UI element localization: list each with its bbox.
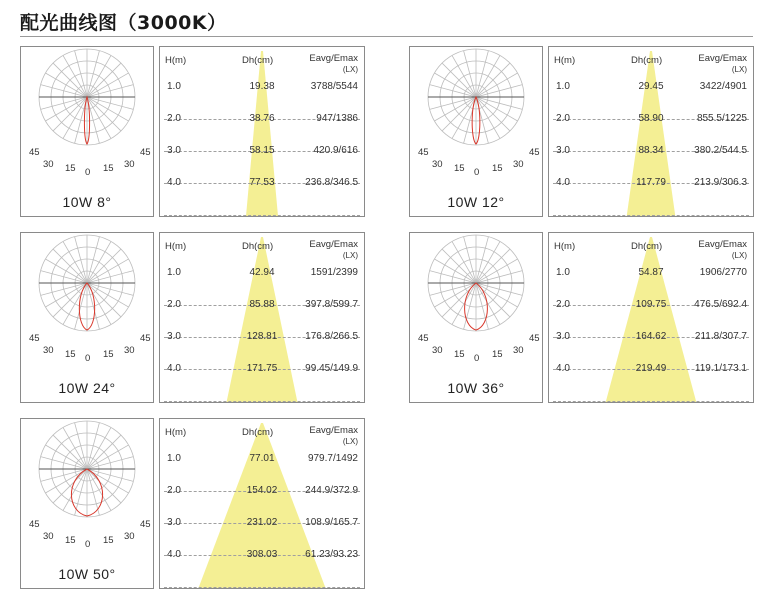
row-divider — [553, 401, 749, 402]
polar-tick-label: 30 — [432, 159, 443, 170]
height-value: 4.0 — [167, 363, 181, 374]
diameter-value: 29.45 — [638, 81, 664, 92]
polar-tick-label: 0 — [85, 167, 91, 178]
header-unit: (LX) — [342, 437, 358, 446]
illuminance-value: 947/1386 — [316, 113, 358, 124]
beam-cone-svg — [160, 419, 364, 588]
diameter-value: 54.87 — [638, 267, 664, 278]
diameter-value: 128.81 — [246, 331, 278, 342]
diameter-value: 171.75 — [246, 363, 278, 374]
header-dh: Dh(cm) — [242, 55, 274, 66]
header-dh: Dh(cm) — [631, 241, 663, 252]
row-divider — [164, 215, 360, 216]
polar-tick-label: 30 — [513, 159, 524, 170]
diameter-value: 77.01 — [249, 453, 275, 464]
polar-tick-label: 45 — [29, 333, 40, 344]
polar-tick-label: 15 — [65, 535, 76, 546]
diameter-value: 231.02 — [246, 517, 278, 528]
header-eavg-emax: Eavg/Emax — [309, 53, 358, 64]
beam-label: 10W 12° — [447, 194, 505, 210]
illuminance-value: 61.23/93.23 — [305, 549, 358, 560]
beam-cone-svg — [549, 233, 753, 402]
polar-tick-label: 30 — [432, 345, 443, 356]
chart-block — [20, 46, 365, 217]
height-value: 4.0 — [556, 177, 570, 188]
diameter-value: 85.88 — [249, 299, 275, 310]
height-value: 2.0 — [167, 299, 181, 310]
title-divider — [20, 36, 753, 37]
illuminance-value: 476.5/692.4 — [694, 299, 747, 310]
polar-grid — [410, 233, 542, 402]
diameter-value: 38.76 — [249, 113, 275, 124]
chart-block — [409, 232, 754, 403]
height-value: 2.0 — [556, 113, 570, 124]
diameter-value: 219.49 — [635, 363, 667, 374]
polar-tick-label: 45 — [418, 333, 429, 344]
polar-tick-label: 0 — [474, 353, 480, 364]
illuminance-table — [159, 46, 365, 217]
header-unit: (LX) — [731, 251, 747, 260]
height-value: 1.0 — [556, 81, 570, 92]
polar-grid — [21, 233, 153, 402]
header-h: H(m) — [165, 427, 187, 438]
illuminance-value: 244.9/372.9 — [305, 485, 358, 496]
illuminance-value: 420.9/616 — [313, 145, 358, 156]
row-divider — [164, 401, 360, 402]
diameter-value: 164.62 — [635, 331, 667, 342]
header-dh: Dh(cm) — [242, 427, 274, 438]
height-value: 3.0 — [556, 145, 570, 156]
polar-tick-label: 45 — [29, 519, 40, 530]
beam-cone-svg — [160, 233, 364, 402]
height-value: 4.0 — [556, 363, 570, 374]
height-value: 1.0 — [167, 81, 181, 92]
height-value: 3.0 — [556, 331, 570, 342]
polar-tick-label: 15 — [492, 163, 503, 174]
beam-cone — [246, 51, 278, 216]
header-h: H(m) — [554, 55, 576, 66]
header-h: H(m) — [554, 241, 576, 252]
polar-tick-label: 30 — [124, 345, 135, 356]
polar-tick-label: 30 — [43, 531, 54, 542]
height-value: 4.0 — [167, 549, 181, 560]
polar-diagram — [20, 232, 154, 403]
polar-tick-label: 15 — [103, 535, 114, 546]
chart-block — [20, 418, 365, 589]
polar-tick-label: 45 — [418, 147, 429, 158]
beam-label: 10W 36° — [447, 380, 505, 396]
polar-grid — [21, 419, 153, 588]
illuminance-value: 213.9/306.3 — [694, 177, 747, 188]
header-h: H(m) — [165, 241, 187, 252]
polar-tick-label: 30 — [43, 345, 54, 356]
chart-block — [409, 46, 754, 217]
polar-tick-label: 45 — [529, 147, 540, 158]
polar-tick-label: 15 — [65, 349, 76, 360]
polar-tick-label: 15 — [492, 349, 503, 360]
header-eavg-emax: Eavg/Emax — [309, 239, 358, 250]
beam-cone — [198, 423, 325, 588]
diameter-value: 154.02 — [246, 485, 278, 496]
illuminance-table — [159, 418, 365, 589]
header-dh: Dh(cm) — [242, 241, 274, 252]
header-h: H(m) — [165, 55, 187, 66]
illuminance-value: 1906/2770 — [699, 267, 747, 278]
polar-diagram — [20, 418, 154, 589]
polar-tick-label: 45 — [29, 147, 40, 158]
height-value: 1.0 — [167, 267, 181, 278]
illuminance-table — [159, 232, 365, 403]
beam-label: 10W 50° — [58, 566, 116, 582]
beam-label: 10W 8° — [62, 194, 112, 210]
beam-cone — [227, 237, 298, 402]
height-value: 3.0 — [167, 331, 181, 342]
illuminance-value: 380.2/544.5 — [694, 145, 747, 156]
illuminance-value: 979.7/1492 — [307, 453, 358, 464]
header-unit: (LX) — [342, 65, 358, 74]
polar-tick-label: 45 — [529, 333, 540, 344]
row-divider — [164, 587, 360, 588]
illuminance-value: 855.5/1225 — [696, 113, 747, 124]
beam-cone-svg — [549, 47, 753, 216]
polar-tick-label: 15 — [454, 349, 465, 360]
polar-tick-label: 45 — [140, 333, 151, 344]
diameter-value: 88.34 — [638, 145, 664, 156]
diameter-value: 109.75 — [635, 299, 667, 310]
polar-diagram — [409, 46, 543, 217]
height-value: 2.0 — [167, 113, 181, 124]
diameter-value: 77.53 — [249, 177, 275, 188]
polar-tick-label: 0 — [85, 539, 91, 550]
height-value: 3.0 — [167, 517, 181, 528]
chart-block — [20, 232, 365, 403]
illuminance-value: 176.8/266.5 — [305, 331, 358, 342]
page-title: 配光曲线图（3000K） — [20, 12, 227, 34]
polar-tick-label: 0 — [474, 167, 480, 178]
polar-diagram — [409, 232, 543, 403]
illuminance-value: 119.1/173.1 — [694, 363, 747, 374]
header-eavg-emax: Eavg/Emax — [698, 53, 747, 64]
polar-tick-label: 15 — [103, 349, 114, 360]
illuminance-table — [548, 232, 754, 403]
polar-diagram — [20, 46, 154, 217]
height-value: 2.0 — [556, 299, 570, 310]
illuminance-value: 236.8/346.5 — [305, 177, 358, 188]
height-value: 1.0 — [556, 267, 570, 278]
polar-grid — [21, 47, 153, 216]
illuminance-value: 211.8/307.7 — [694, 331, 747, 342]
header-eavg-emax: Eavg/Emax — [309, 425, 358, 436]
polar-tick-label: 30 — [43, 159, 54, 170]
polar-tick-label: 0 — [85, 353, 91, 364]
polar-tick-label: 30 — [513, 345, 524, 356]
polar-tick-label: 45 — [140, 147, 151, 158]
illuminance-value: 3422/4901 — [699, 81, 747, 92]
polar-tick-label: 15 — [103, 163, 114, 174]
header-eavg-emax: Eavg/Emax — [698, 239, 747, 250]
diameter-value: 117.79 — [636, 177, 666, 188]
height-value: 3.0 — [167, 145, 181, 156]
height-value: 2.0 — [167, 485, 181, 496]
diameter-value: 58.15 — [249, 145, 275, 156]
header-dh: Dh(cm) — [631, 55, 663, 66]
beam-cone — [627, 51, 676, 216]
header-unit: (LX) — [342, 251, 358, 260]
beam-cone — [606, 237, 697, 402]
illuminance-table — [548, 46, 754, 217]
diameter-value: 58.90 — [638, 113, 664, 124]
polar-tick-label: 30 — [124, 159, 135, 170]
row-divider — [553, 215, 749, 216]
diameter-value: 19.38 — [249, 81, 275, 92]
illuminance-value: 3788/5544 — [310, 81, 358, 92]
height-value: 1.0 — [167, 453, 181, 464]
header-unit: (LX) — [731, 65, 747, 74]
polar-tick-label: 15 — [65, 163, 76, 174]
polar-tick-label: 30 — [124, 531, 135, 542]
beam-label: 10W 24° — [58, 380, 116, 396]
illuminance-value: 397.8/599.7 — [305, 299, 358, 310]
beam-cone-svg — [160, 47, 364, 216]
diameter-value: 42.94 — [249, 267, 275, 278]
polar-tick-label: 45 — [140, 519, 151, 530]
polar-tick-label: 15 — [454, 163, 465, 174]
polar-grid — [410, 47, 542, 216]
illuminance-value: 99.45/149.9 — [305, 363, 358, 374]
diameter-value: 308.03 — [246, 549, 278, 560]
illuminance-value: 108.9/165.7 — [305, 517, 358, 528]
height-value: 4.0 — [167, 177, 181, 188]
illuminance-value: 1591/2399 — [310, 267, 358, 278]
